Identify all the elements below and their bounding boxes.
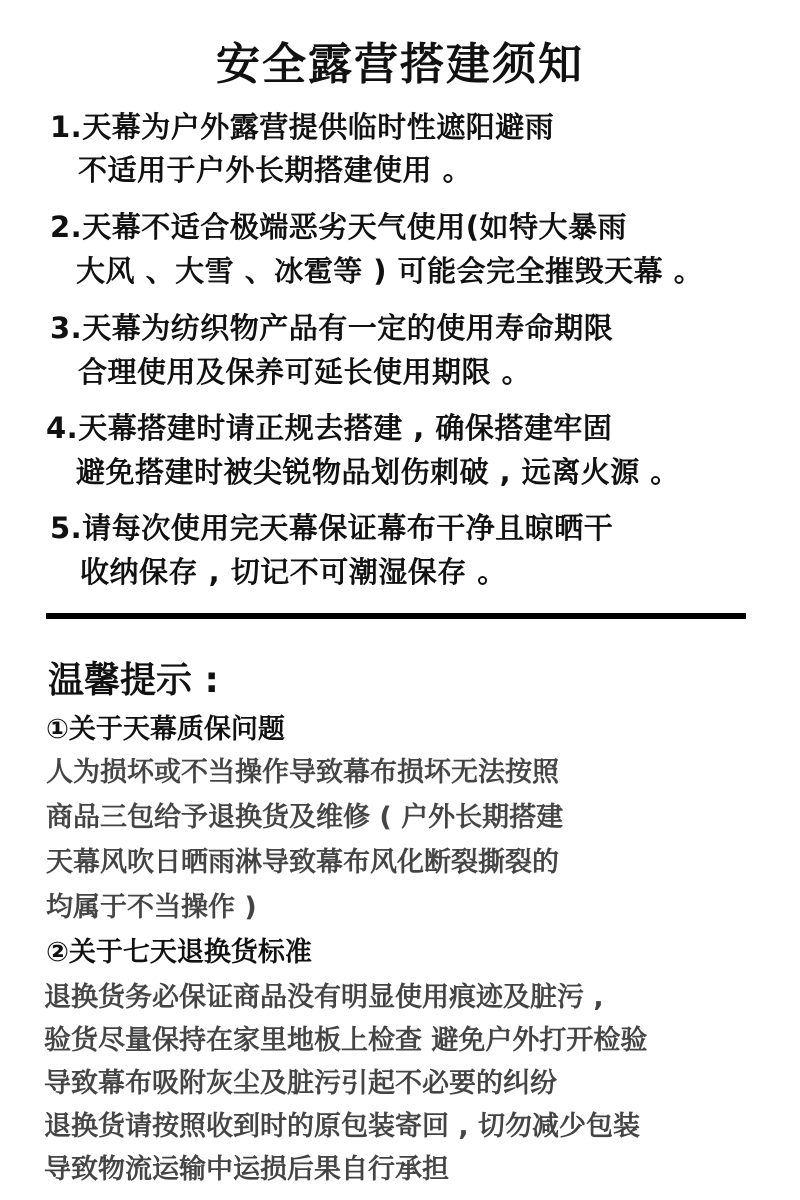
rule-1-line-1: 1.天幕为户外露营提供临时性遮阳避雨: [50, 110, 555, 144]
warranty-line: 均属于不当操作 ): [46, 892, 257, 923]
section-divider: [46, 613, 746, 619]
rule-5-line-1: 5.请每次使用完天幕保证幕布干净且晾晒干: [50, 511, 614, 545]
return-policy-line: 导致幕布吸附灰尘及脏污引起不必要的纠纷: [44, 1068, 557, 1099]
rule-3-line-2: 合理使用及保养可延长使用期限 。: [78, 355, 532, 389]
return-policy-line: 导致物流运输中运损后果自行承担: [44, 1154, 449, 1185]
rule-5-line-2: 收纳保存 , 切记不可潮湿保存 。: [80, 555, 507, 589]
return-policy-line: 验货尽量保持在家里地板上检查 避免户外打开检验: [44, 1025, 648, 1056]
return-policy-heading: ②关于七天退换货标准: [46, 937, 312, 968]
rule-4-line-1: 4.天幕搭建时请正规去搭建 , 确保搭建牢固: [46, 411, 613, 445]
rule-4-line-2: 避免搭建时被尖锐物品划伤刺破 , 远离火源 。: [76, 455, 680, 489]
page-title: 安全露营搭建须知: [216, 39, 584, 90]
rule-2-line-2: 大风 、大雪 、冰雹等 ) 可能会完全摧毁天幕 。: [76, 254, 704, 288]
return-policy-line: 退换货务必保证商品没有明显使用痕迹及脏污 ,: [44, 982, 604, 1013]
rule-3-line-1: 3.天幕为纺织物产品有一定的使用寿命期限: [50, 311, 614, 345]
warranty-line: 人为损坏或不当操作导致幕布损坏无法按照: [46, 757, 559, 788]
tips-title: 温馨提示 :: [48, 660, 219, 701]
rule-2-line-1: 2.天幕不适合极端恶劣天气使用(如特大暴雨: [50, 210, 627, 244]
warranty-heading: ①关于天幕质保问题: [46, 714, 285, 745]
return-policy-line: 退换货请按照收到时的原包装寄回 , 切勿减少包装: [44, 1111, 641, 1142]
rule-1-line-2: 不适用于户外长期搭建使用 。: [78, 153, 473, 187]
warranty-line: 商品三包给予退换货及维修 ( 户外长期搭建: [46, 802, 564, 833]
warranty-line: 天幕风吹日晒雨淋导致幕布风化断裂撕裂的: [46, 847, 559, 878]
